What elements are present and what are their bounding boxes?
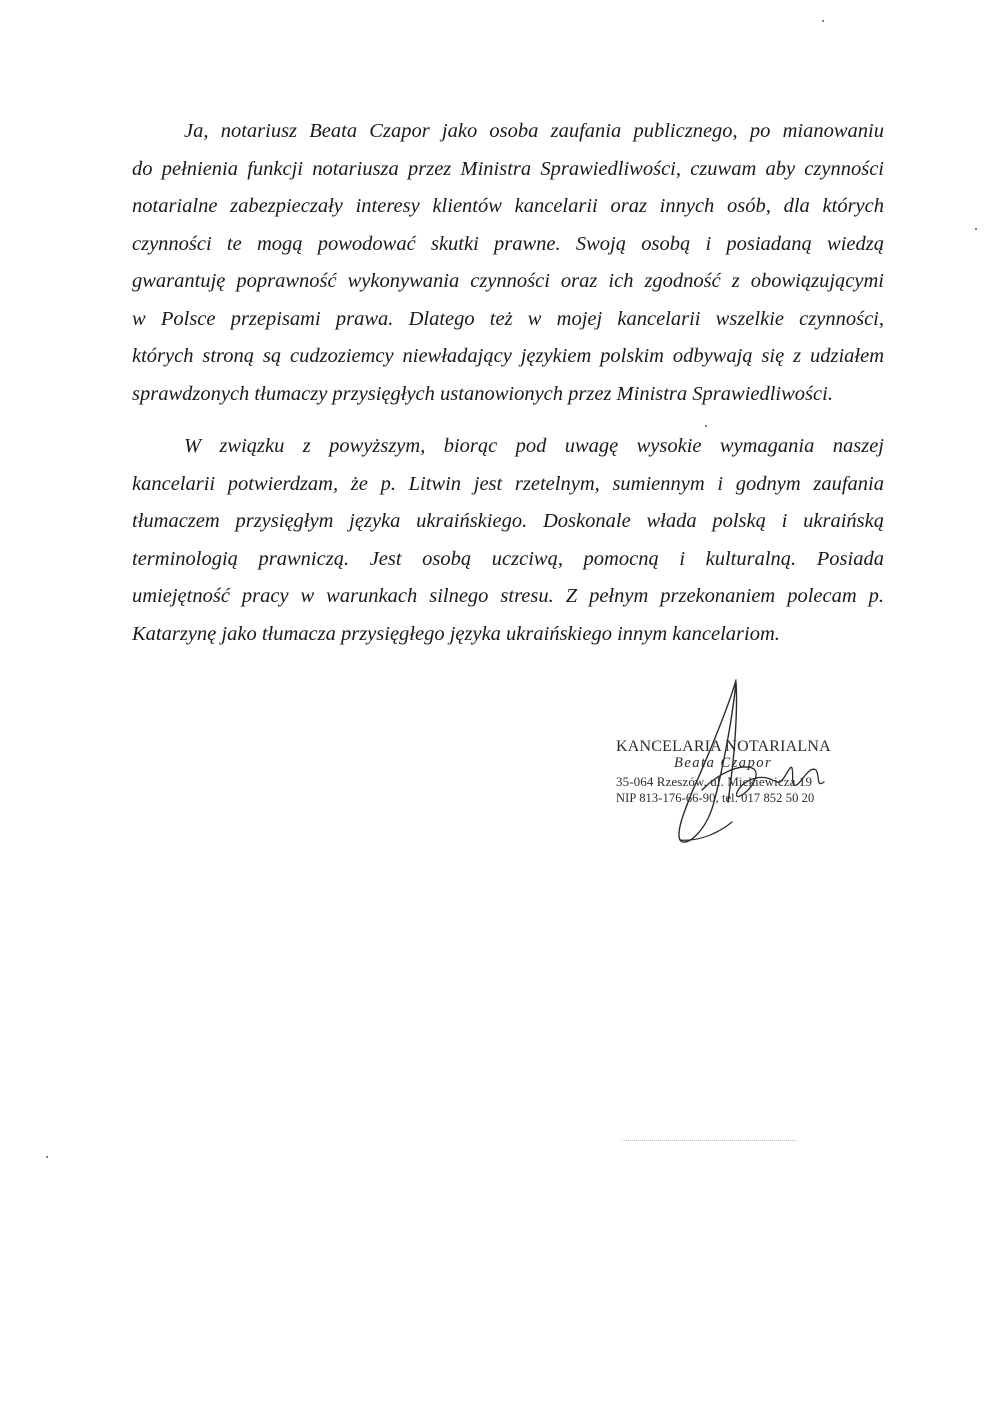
paragraph-line: czynności te mogą powodować skutki prawne. Swoją osobą i posiadaną wiedzą (132, 232, 884, 255)
paragraph-line: w Polsce przepisami prawa. Dlatego też w mojej kancelarii wszelkie czynności, (132, 307, 884, 330)
scan-speck (975, 228, 977, 230)
paragraph-line: tłumaczem przysięgłym języka ukraińskiego. Doskonale włada polską i ukraińską (132, 510, 884, 532)
scan-speck (822, 20, 824, 22)
paragraph-line: notarialne zabezpieczały interesy klientów kancelarii oraz innych osób, dla których (132, 195, 884, 217)
stamp-address: 35-064 Rzeszów, ul. Mickiewicza 19 (616, 774, 813, 789)
paragraph-line: Katarzynę jako tłumacza przysięgłego języka ukraińskiego innym kancelariom. (132, 622, 780, 645)
paragraph-notary-statement (132, 113, 884, 413)
paragraph-recommendation (132, 428, 884, 653)
paragraph-line: do pełnienia funkcji notariusza przez Ministra Sprawiedliwości, czuwam aby czynności (132, 157, 884, 180)
paragraph-line: sprawdzonych tłumaczy przysięgłych ustanowionych przez Ministra Sprawiedliwości. (132, 382, 833, 405)
paragraph-line: Ja, notariusz Beata Czapor jako osoba zaufania publicznego, po mianowaniu (184, 120, 884, 142)
scan-speck (46, 1156, 48, 1158)
handwritten-signature (640, 672, 840, 852)
paragraph-line: W związku z powyższym, biorąc pod uwagę wysokie wymagania naszej (184, 435, 884, 457)
paragraph-line: gwarantuję poprawność wykonywania czynności oraz ich zgodność z obowiązującymi (132, 270, 884, 292)
stamp-office-name: KANCELARIA NOTARIALNA (616, 738, 831, 755)
stamp-notary-name: Beata Czapor (674, 755, 773, 771)
paragraph-line: terminologią prawniczą. Jest osobą uczciwą, pomocną i kulturalną. Posiada (132, 547, 884, 570)
paragraph-line: kancelarii potwierdzam, że p. Litwin jest rzetelnym, sumiennym i godnym zaufania (132, 472, 884, 495)
stamp-nip-phone: NIP 813-176-66-90, tel. 017 852 50 20 (616, 791, 815, 805)
scan-speck (705, 425, 707, 427)
paragraph-line: których stroną są cudzoziemcy niewładający językiem polskim odbywają się z udziałem (132, 345, 884, 367)
scan-artifact-line (622, 1140, 797, 1141)
paragraph-line: umiejętność pracy w warunkach silnego stresu. Z pełnym przekonaniem polecam p. (132, 585, 884, 607)
